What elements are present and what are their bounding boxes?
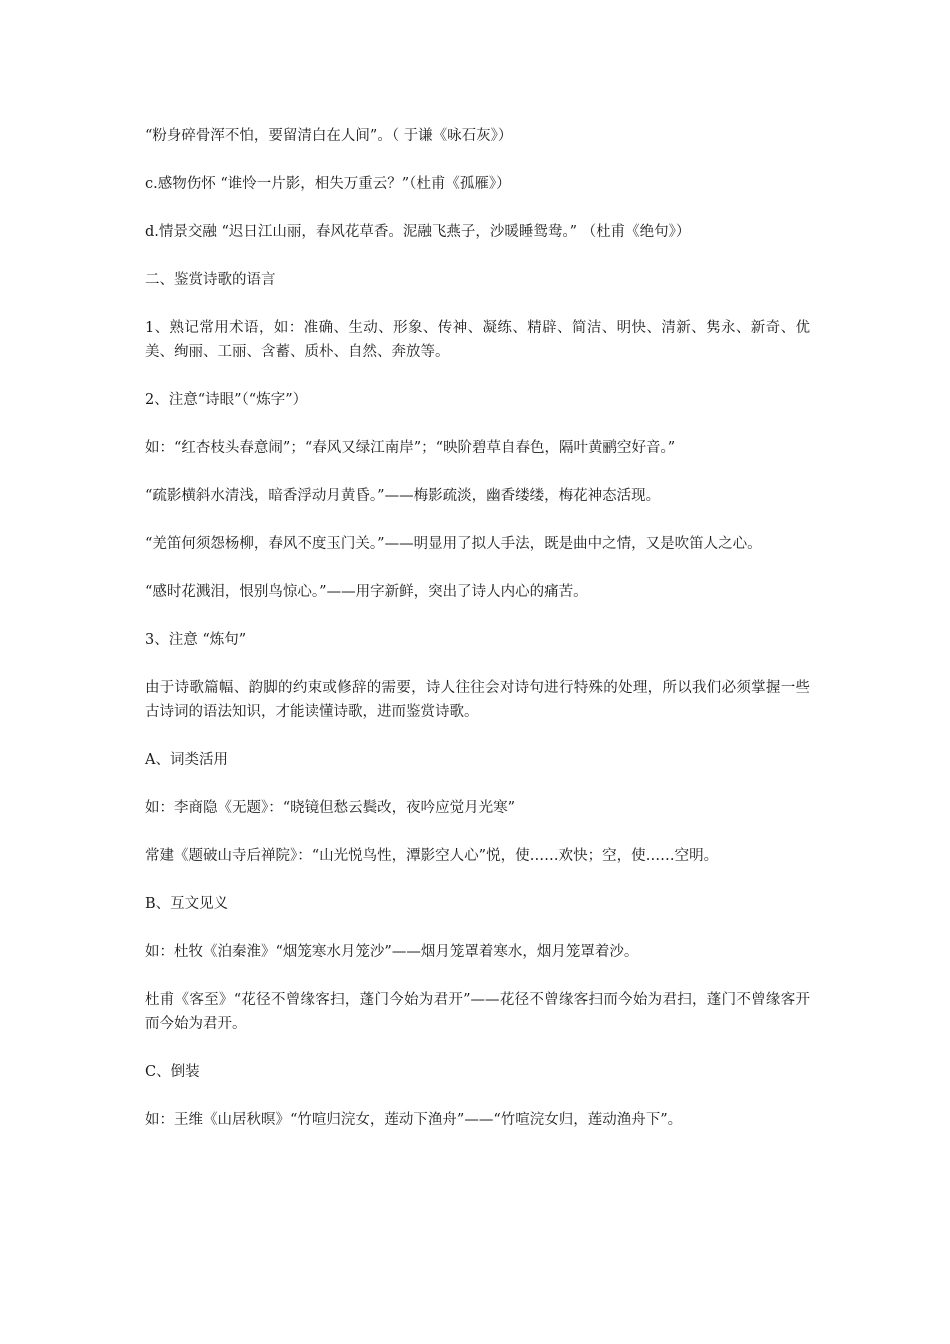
paragraph-item-c: c.感物伤怀 “谁怜一片影，相失万重云？”（杜甫《孤雁》） <box>145 176 511 192</box>
paragraph-flowers: “感时花溅泪，恨别鸟惊心。”——用字新鲜，突出了诗人内心的痛苦。 <box>145 584 588 600</box>
paragraph-item-d: d.情景交融 “迟日江山丽，春风花草香。泥融飞燕子，沙暖睡鸳鸯。” （杜甫《绝句》） <box>145 224 691 240</box>
subheading-a: A、词类活用 <box>145 752 228 768</box>
paragraph-du-fu-guest: 杜甫《客至》“花径不曾缘客扫，蓬门今始为君开”——花径不曾缘客扫而今始为君扫，蓬门不曾缘客开而今始为君开。 <box>145 992 810 1032</box>
paragraph-wang-wei: 如：王维《山居秋暝》“竹喧归浣女，莲动下渔舟”——“竹喧浣女归，莲动渔舟下”。 <box>145 1112 683 1128</box>
subheading-b: B、互文见义 <box>145 896 229 912</box>
section-heading-language: 二、鉴赏诗歌的语言 <box>145 272 276 288</box>
subheading-refine-line: 3、注意 “炼句” <box>145 632 247 648</box>
paragraph-plum: “疏影横斜水清浅，暗香浮动月黄昏。”——梅影疏淡，幽香缕缕，梅花神态活现。 <box>145 488 661 504</box>
document-body <box>145 124 810 1156</box>
paragraph-examples: 如：“红杏枝头春意闹”；“春风又绿江南岸”；“映阶碧草自春色，隔叶黄鹂空好音。” <box>145 440 676 456</box>
paragraph-chang-jian: 常建《题破山寺后禅院》：“山光悦鸟性，潭影空人心”悦，使……欢快；空，使……空明。 <box>145 848 719 864</box>
subheading-c: C、倒装 <box>145 1064 200 1080</box>
paragraph-li-shangyin: 如：李商隐《无题》：“晓镜但愁云鬓改，夜吟应觉月光寒” <box>145 800 516 816</box>
paragraph-flute: “羌笛何须怨杨柳，春风不度玉门关。”——明显用了拟人手法，既是曲中之情，又是吹笛人之心。 <box>145 536 762 552</box>
paragraph-terms: 1、熟记常用术语，如：准确、生动、形象、传神、凝练、精辟、简洁、明快、清新、隽永、新奇、优美、绚丽、工丽、含蓄、质朴、自然、奔放等。 <box>145 320 810 360</box>
paragraph-du-mu: 如：杜牧《泊秦淮》“烟笼寒水月笼沙”——烟月笼罩着寒水，烟月笼罩着沙。 <box>145 944 639 960</box>
paragraph-poem-quote: “粉身碎骨浑不怕，要留清白在人间”。（ 于谦《咏石灰》） <box>145 128 513 144</box>
subheading-poem-eye: 2、注意“诗眼”（“炼字”） <box>145 392 308 408</box>
paragraph-grammar-intro: 由于诗歌篇幅、韵脚的约束或修辞的需要，诗人往往会对诗句进行特殊的处理，所以我们必须掌握一些古诗词的语法知识，才能读懂诗歌，进而鉴赏诗歌。 <box>145 680 810 720</box>
